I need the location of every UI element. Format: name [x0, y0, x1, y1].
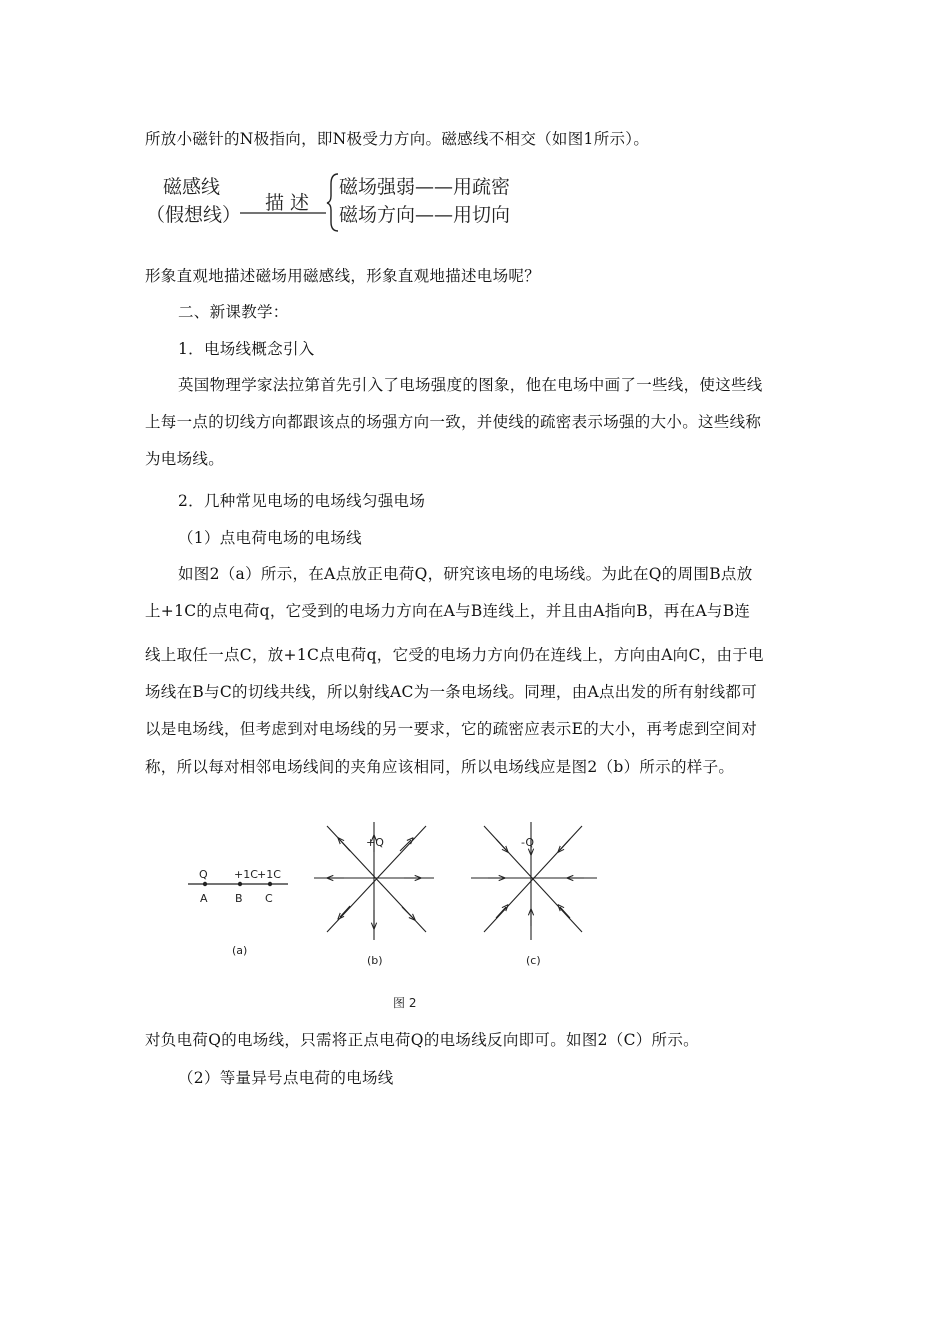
figure-2-title: 图 2: [393, 996, 417, 1010]
subsection-heading: 2．几种常见电场的电场线匀强电场: [178, 492, 426, 510]
paragraph-text: 形象直观地描述磁场用磁感线，形象直观地描述电场呢？: [145, 267, 541, 285]
fig-c-arrow-from-dl: [496, 907, 506, 918]
paragraph-text: 上+1C的点电荷q，它受到的电场力方向在A与B连线上，并且由A指向B，再在A与B连: [145, 602, 751, 620]
subsection-heading: 1．电场线概念引入: [178, 340, 315, 358]
diagram-label-imaginary-line: （假想线）: [146, 204, 242, 226]
fig-a-caption: (a): [232, 944, 248, 957]
paragraph-text: 英国物理学家法拉第首先引入了电场强度的图象，他在电场中画了一些线，使这些线: [178, 376, 763, 394]
fig-a-label-charge-b: +1C: [234, 868, 258, 881]
fig-b-arrow-dl: [340, 906, 350, 917]
paragraph-text: 所放小磁针的N极指向，即N极受力方向。磁感线不相交（如图1所示）。: [145, 130, 650, 148]
diagram-brace: [327, 174, 338, 231]
fig-a-dot-b: [238, 882, 242, 886]
fig-c-caption: (c): [526, 954, 541, 967]
subsection-heading: （1）点电荷电场的电场线: [178, 529, 362, 547]
paragraph-text: 以是电场线，但考虑到对电场线的另一要求，它的疏密应表示E的大小，再考虑到空间对: [145, 720, 758, 738]
fig-a-point-c: C: [265, 892, 273, 905]
fig-a-drawing: [188, 882, 288, 886]
diagram-label-strength: 磁场强弱——用疏密: [339, 176, 511, 198]
fig-a-point-a: A: [200, 892, 208, 905]
fig-b-arrow-dr: [402, 907, 413, 918]
paragraph-text: 为电场线。: [145, 450, 225, 468]
paragraph-text: 上每一点的切线方向都跟该点的场强方向一致，并使线的疏密表示场强的大小。这些线称: [145, 413, 762, 431]
fig-c-arrow-from-ur: [560, 839, 570, 850]
fig-a-label-q: Q: [199, 868, 208, 881]
diagram-label-describe: 描 述: [265, 192, 310, 214]
fig-b-arrow-ur: [400, 840, 411, 851]
fig-a-dot-a: [203, 882, 207, 886]
paragraph-text: 对负电荷Q的电场线，只需将正点电荷Q的电场线反向即可。如图2（C）所示。: [145, 1031, 699, 1049]
fig-b-charge-label: +Q: [366, 836, 384, 849]
paragraph-text: 场线在B与C的切线共线，所以射线AC为一条电场线。同理，由A点出发的所有射线都可: [145, 683, 757, 701]
fig-c-arrow-from-dr: [560, 907, 570, 918]
paragraph-text: 线上取任一点C，放+1C点电荷q，它受的电场力方向仍在连线上，方向由A向C，由于电: [145, 646, 764, 664]
subsection-heading: （2）等量异号点电荷的电场线: [178, 1069, 394, 1087]
fig-a-point-b: B: [235, 892, 243, 905]
diagram-label-direction: 磁场方向——用切向: [339, 204, 511, 226]
fig-a-dot-c: [268, 882, 272, 886]
fig-a-label-charge-c: +1C: [257, 868, 281, 881]
paragraph-text: 如图2（a）所示，在A点放正电荷Q，研究该电场的电场线。为此在Q的周围B点放: [178, 565, 753, 583]
fig-b-arrow-ul: [340, 840, 350, 851]
paragraph-text: 称，所以每对相邻电场线间的夹角应该相同，所以电场线应是图2（b）所示的样子。: [145, 758, 735, 776]
fig-c-charge-label: -Q: [521, 836, 535, 849]
fig-c-arrow-from-ul: [496, 839, 506, 850]
section-heading: 二、新课教学：: [178, 303, 289, 321]
diagram-label-magnetic-line: 磁感线: [163, 176, 221, 198]
fig-b-caption: (b): [367, 954, 383, 967]
